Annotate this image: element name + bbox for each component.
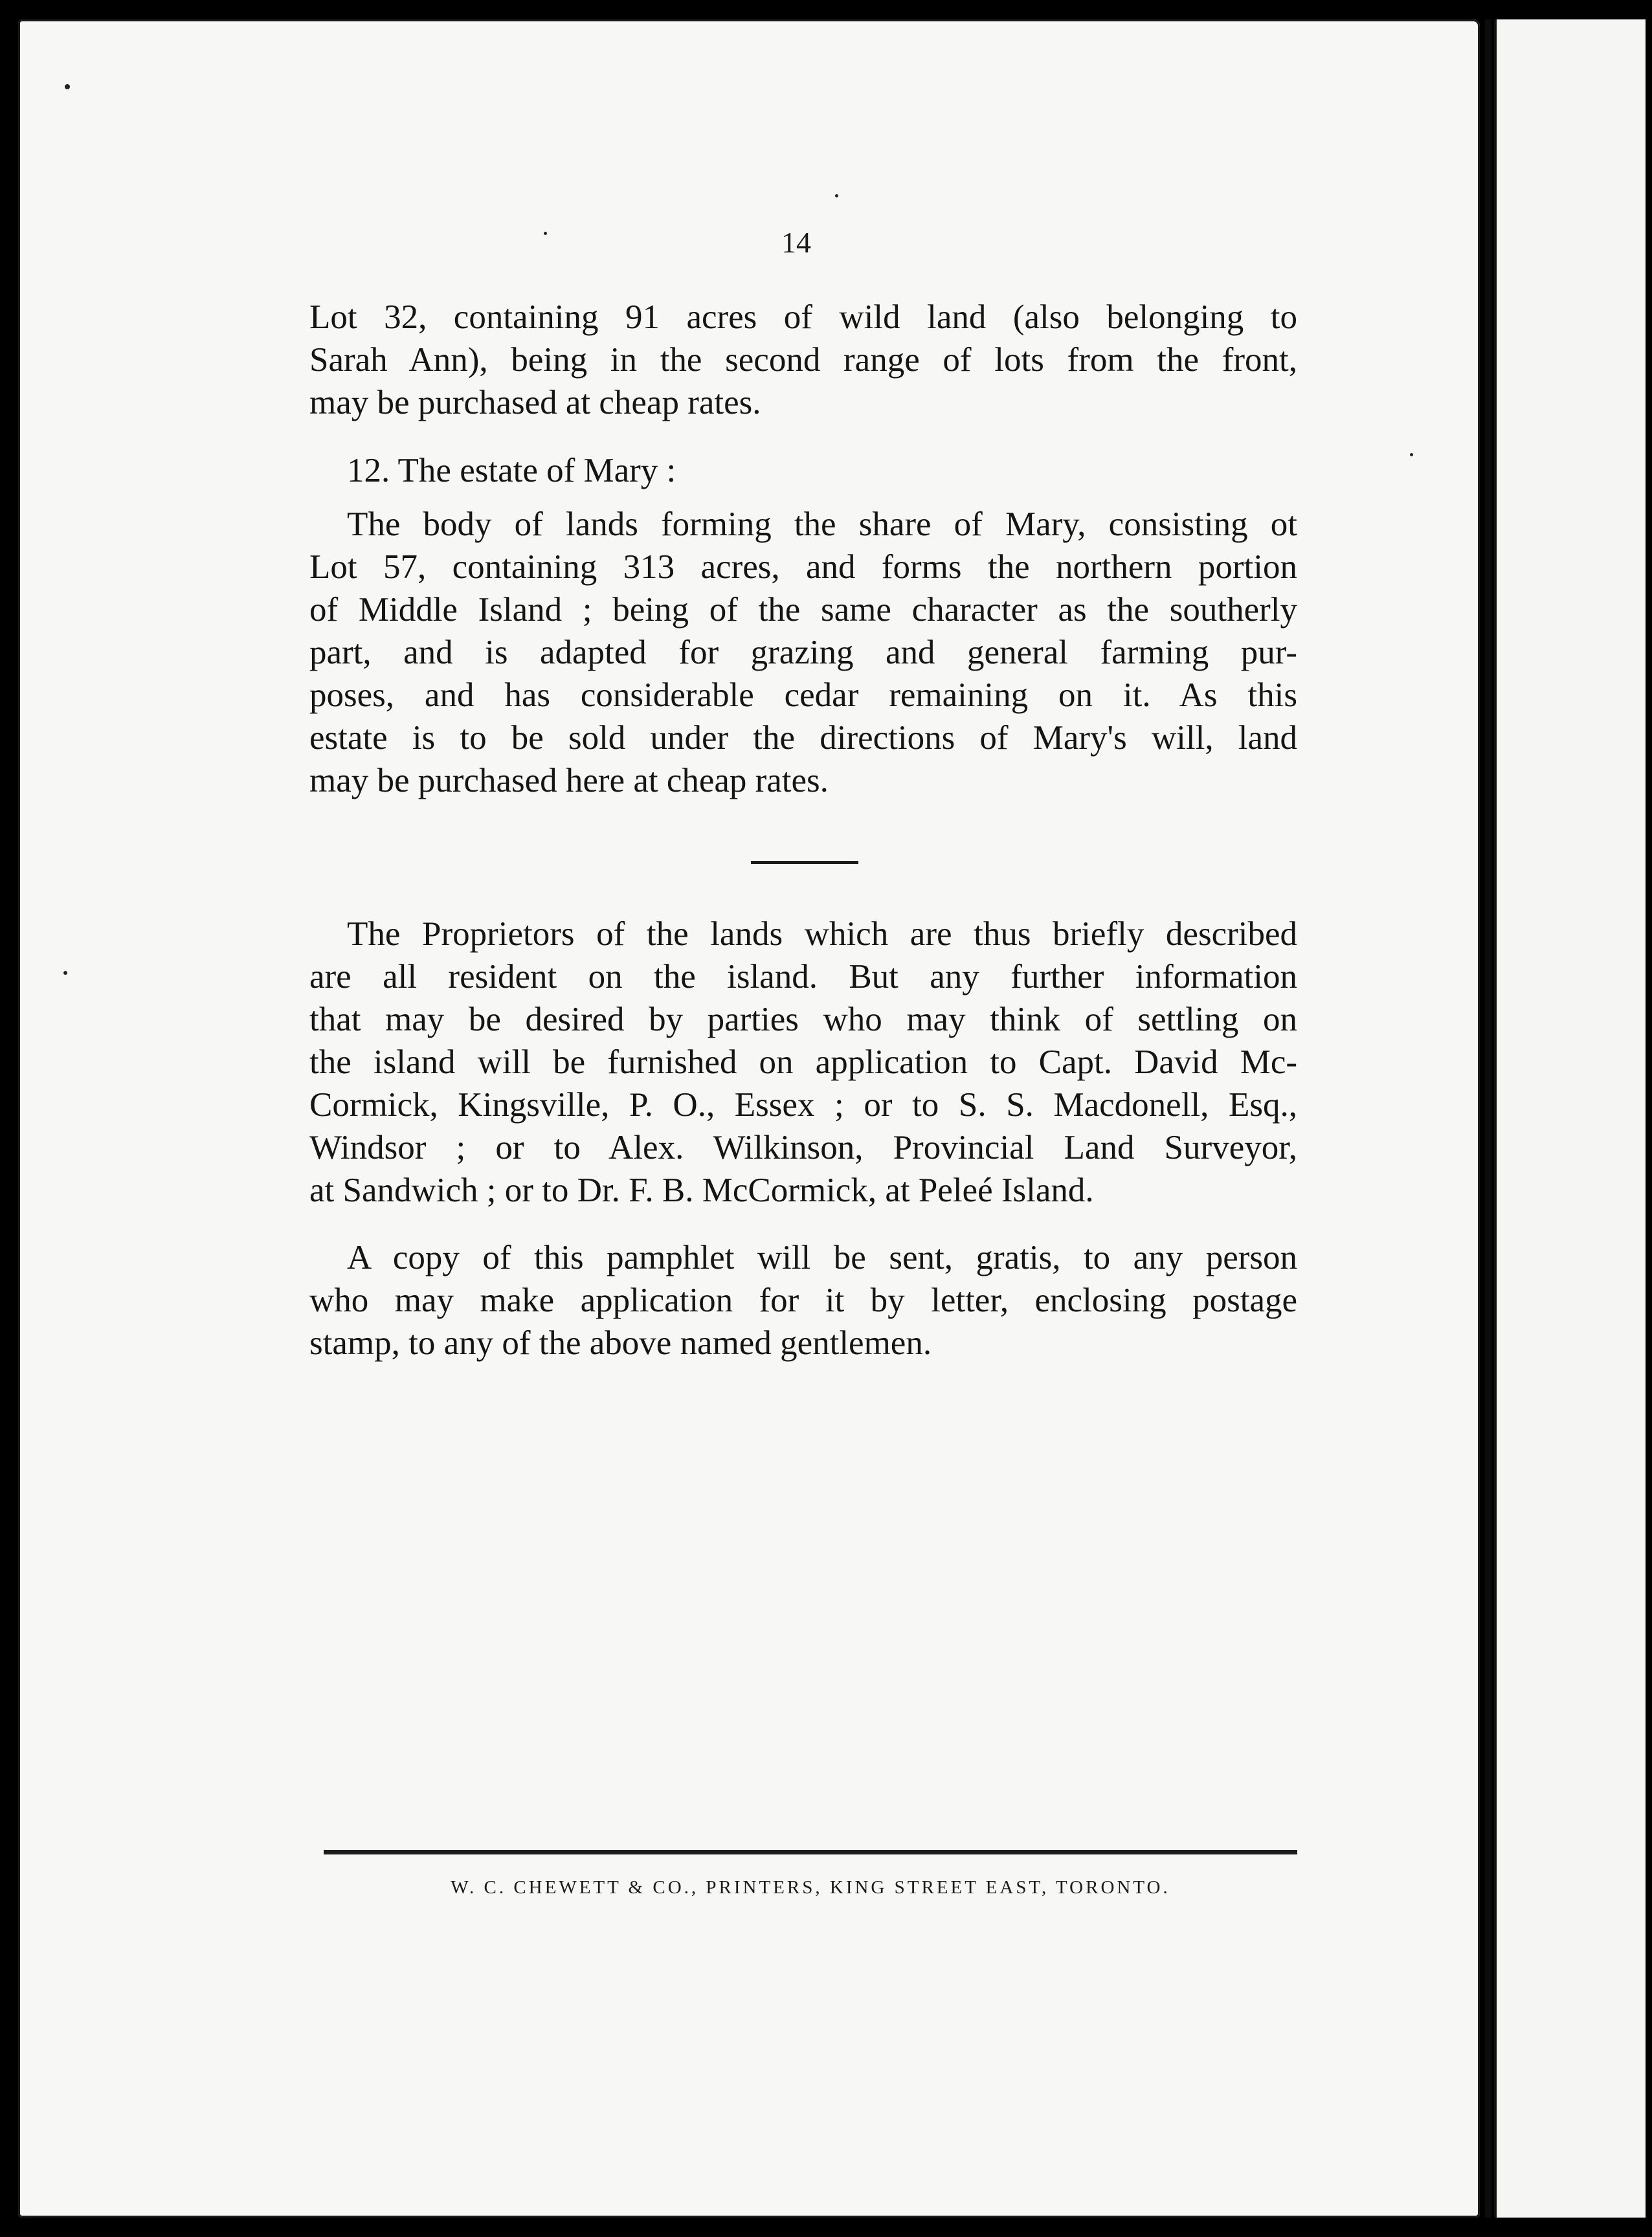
text-line: The Proprietors of the lands which are thus briefly described (347, 915, 1297, 953)
text-line: the island will be furnished on application to Capt. David Mc- (309, 1043, 1297, 1081)
scan-speck (63, 971, 67, 975)
estate-heading (309, 449, 1297, 492)
text-line: poses, and has considerable cedar remaining on it. As this (309, 676, 1297, 714)
text-line: Lot 32, containing 91 acres of wild land (also belonging to (309, 298, 1297, 336)
footer-rule (324, 1850, 1297, 1854)
page-gutter (1485, 19, 1491, 2218)
scan-speck (65, 84, 70, 89)
text-line: part, and is adapted for grazing and general farming pur- (309, 634, 1297, 671)
paragraph-lot32 (309, 296, 1297, 424)
scan-speck (835, 194, 838, 197)
text-line: A copy of this pamphlet will be sent, gratis, to any person (347, 1239, 1297, 1276)
text-line: at Sandwich ; or to Dr. F. B. McCormick, at Peleé Island. (309, 1172, 1094, 1209)
text-line: may be purchased here at cheap rates. (309, 762, 829, 799)
text-line: stamp, to any of the above named gentlemen. (309, 1324, 932, 1362)
text-line: The body of lands forming the share of Mary, consisting ot (347, 506, 1297, 543)
paragraph-mary (309, 503, 1297, 802)
scan-speck (1410, 453, 1413, 456)
text-line: may be purchased at cheap rates. (309, 384, 761, 421)
text-line: Cormick, Kingsville, P. O., Essex ; or to S. S. Macdonell, Esq., (309, 1086, 1297, 1124)
text-line: Lot 57, containing 313 acres, and forms the northern portion (309, 548, 1297, 586)
page-number: 14 (781, 226, 811, 259)
section-divider (751, 861, 858, 864)
text-line: 12. The estate of Mary : (347, 452, 676, 489)
paragraph-pamphlet (309, 1236, 1297, 1364)
paragraph-proprietors (309, 913, 1297, 1212)
text-line: Sarah Ann), being in the second range of lots from the front, (309, 341, 1297, 379)
adjacent-page-edge (1494, 19, 1646, 2218)
text-line: of Middle Island ; being of the same character as the southerly (309, 591, 1297, 629)
text-line: estate is to be sold under the directions of Mary's will, land (309, 719, 1297, 757)
scan-speck (544, 232, 547, 235)
text-line: Windsor ; or to Alex. Wilkinson, Provincial Land Surveyor, (309, 1129, 1297, 1166)
text-line: that may be desired by parties who may think of settling on (309, 1001, 1297, 1038)
text-line: who may make application for it by letter, enclosing postage (309, 1282, 1297, 1319)
printer-imprint: W. C. CHEWETT & CO., PRINTERS, KING STREET EAST, TORONTO. (451, 1877, 1170, 1898)
text-line: are all resident on the island. But any further information (309, 958, 1297, 996)
